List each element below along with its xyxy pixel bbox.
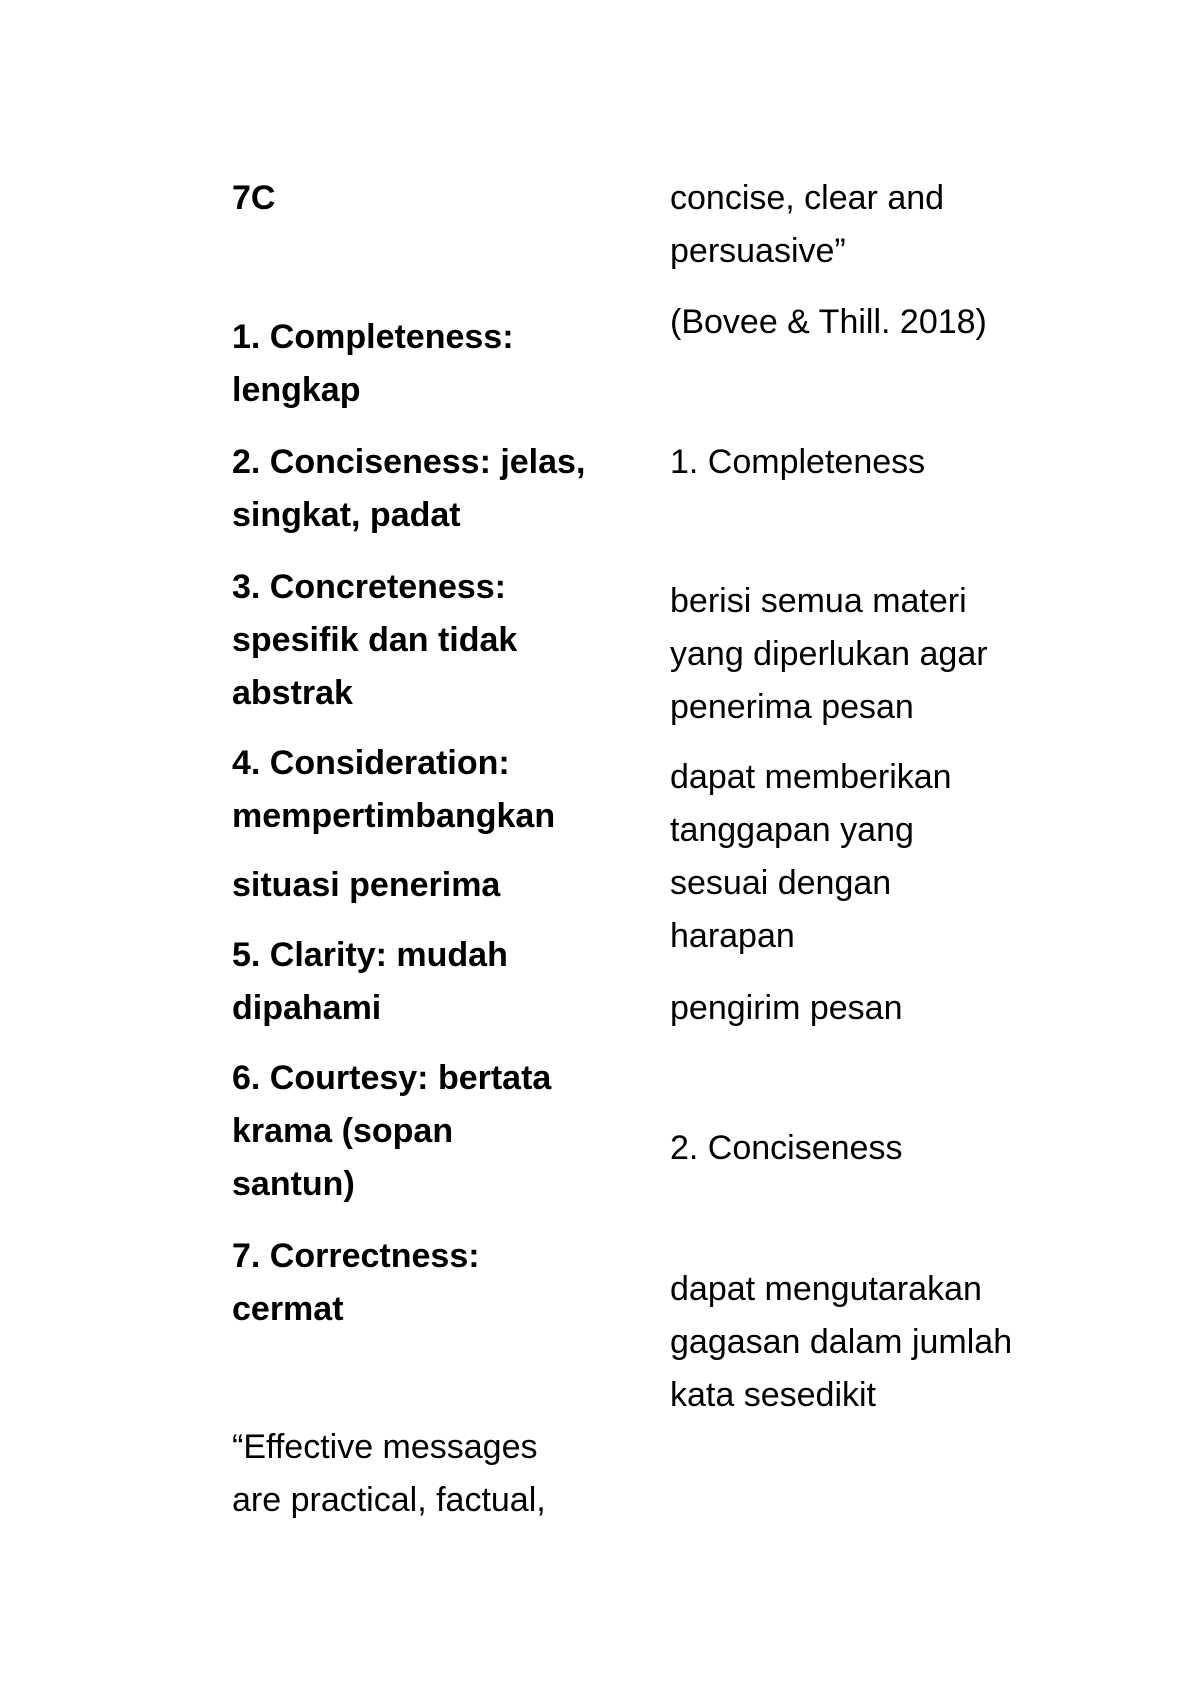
- item-clarity-line1: 5. Clarity: mudah: [232, 936, 508, 974]
- section2-body-line3: kata sesedikit: [670, 1376, 876, 1414]
- quote-cont-line1: concise, clear and: [670, 179, 945, 217]
- item-conciseness-line1: 2. Conciseness: jelas,: [232, 443, 586, 481]
- section2-body-line2: gagasan dalam jumlah: [670, 1323, 1013, 1361]
- section1-body-line3: penerima pesan: [670, 688, 914, 726]
- section1-title: 1. Completeness: [670, 443, 926, 481]
- item-courtesy-line2: krama (sopan: [232, 1112, 454, 1150]
- citation: (Bovee & Thill. 2018): [670, 303, 987, 341]
- item-consideration-line2: mempertimbangkan: [232, 797, 556, 835]
- item-courtesy-line3: santun): [232, 1165, 355, 1203]
- item-completeness-line2: lengkap: [232, 371, 361, 409]
- item-concreteness-line1: 3. Concreteness:: [232, 568, 506, 606]
- quote-line2: are practical, factual,: [232, 1481, 546, 1519]
- section1-body-line2: yang diperlukan agar: [670, 635, 988, 673]
- item-concreteness-line3: abstrak: [232, 674, 353, 712]
- quote-line1: “Effective messages: [232, 1428, 538, 1466]
- item-clarity-line2: dipahami: [232, 989, 382, 1027]
- section2-body-line1: dapat mengutarakan: [670, 1270, 982, 1308]
- item-courtesy-line1: 6. Courtesy: bertata: [232, 1059, 552, 1097]
- section1-body-line1: berisi semua materi: [670, 582, 967, 620]
- section1-body-line4: dapat memberikan: [670, 758, 952, 796]
- item-consideration-line1: 4. Consideration:: [232, 744, 510, 782]
- quote-cont-line2: persuasive”: [670, 232, 846, 270]
- section1-body-line6: sesuai dengan: [670, 864, 892, 902]
- section1-body-line5: tanggapan yang: [670, 811, 914, 849]
- item-completeness-line1: 1. Completeness:: [232, 318, 514, 356]
- section2-title: 2. Conciseness: [670, 1129, 903, 1167]
- item-concreteness-line2: spesifik dan tidak: [232, 621, 518, 659]
- section1-body-line7: harapan: [670, 917, 795, 955]
- section1-body-line8: pengirim pesan: [670, 989, 903, 1027]
- item-correctness-line2: cermat: [232, 1290, 344, 1328]
- item-conciseness-line2: singkat, padat: [232, 496, 461, 534]
- heading-7c: 7C: [232, 179, 276, 217]
- item-correctness-line1: 7. Correctness:: [232, 1237, 480, 1275]
- item-consideration-line3: situasi penerima: [232, 866, 501, 904]
